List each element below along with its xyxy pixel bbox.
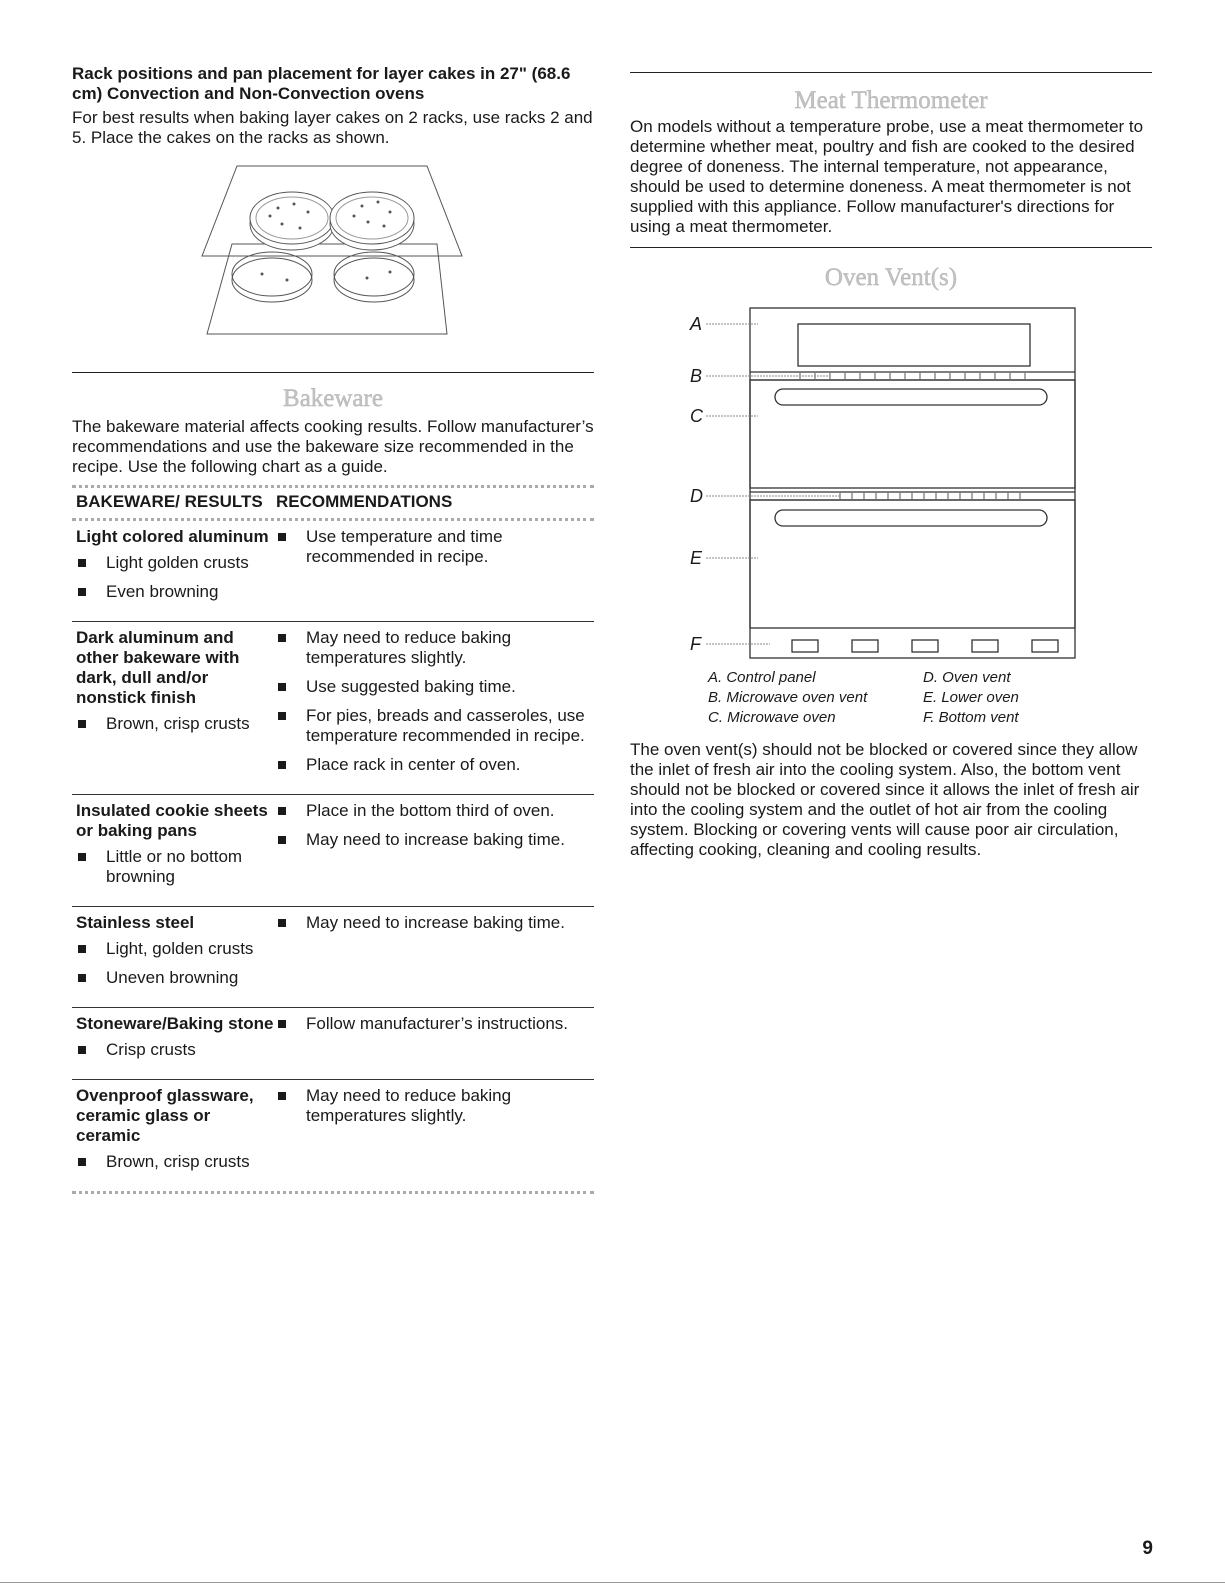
recommendation-item: Follow manufacturer’s instructions.: [276, 1014, 594, 1034]
callout-letter-c: C: [690, 406, 703, 426]
callout-letter-a: A: [690, 314, 703, 334]
oven-vents-diagram: [630, 306, 1152, 666]
page-number: 9: [1142, 1538, 1153, 1559]
result-item: Little or no bottom browning: [76, 847, 276, 887]
table-row: [72, 1080, 594, 1192]
oven-vents-title: Oven Vent(s): [824, 264, 958, 291]
bakeware-title: Bakeware: [283, 385, 383, 412]
table-bottom-rule: [72, 1191, 594, 1194]
legend-item: A. Control panel: [708, 669, 816, 686]
divider: [630, 72, 1152, 73]
result-item: Light golden crusts: [76, 553, 276, 573]
result-item: Uneven browning: [76, 968, 276, 988]
legend-item: C. Microwave oven: [708, 709, 836, 726]
material-label: Stoneware/Baking stone: [76, 1014, 274, 1033]
result-item: Light, golden crusts: [76, 939, 276, 959]
callout-letter-e: E: [690, 548, 703, 568]
right-column: [630, 64, 1152, 860]
material-label: Dark aluminum and other bakeware with dark, dull and/or nonstick finish: [76, 628, 240, 707]
result-item: Even browning: [76, 582, 276, 602]
meat-thermometer-title: Meat Thermometer: [794, 87, 988, 114]
left-column: [72, 64, 594, 1194]
oven-vents-text: The oven vent(s) should not be blocked or covered since they allow the inlet of fresh air into the cooling system. Also, the bottom vent should not be blocked or covered since it allows the inlet of fresh air into the cooling system and the outlet of hot air from the cooling system. Blocking or covering vents will cause poor air circulation, affecting cooking, cleaning and cooling results.: [630, 740, 1140, 859]
legend-item: F. Bottom vent: [923, 709, 1019, 726]
material-label: Ovenproof glassware, ceramic glass or ceramic: [76, 1086, 254, 1145]
table-row: [72, 622, 594, 795]
result-item: Brown, crisp crusts: [76, 1152, 276, 1172]
oven-diagram-drawing: [630, 306, 1152, 666]
material-label: Light colored aluminum: [76, 527, 269, 546]
recommendation-item: Place in the bottom third of oven.: [276, 801, 594, 821]
recommendation-item: Use suggested baking time.: [276, 677, 594, 697]
recommendation-item: May need to increase baking time.: [276, 830, 594, 850]
divider: [630, 247, 1152, 248]
result-item: Brown, crisp crusts: [76, 714, 276, 734]
recommendation-item: May need to reduce baking temperatures slightly.: [276, 1086, 594, 1126]
rack-text: For best results when baking layer cakes on 2 racks, use racks 2 and 5. Place the cakes on the racks as shown.: [72, 108, 593, 147]
layer-cakes-illustration: [72, 156, 594, 356]
recommendation-item: For pies, breads and casseroles, use temperature recommended in recipe.: [276, 706, 594, 746]
bakeware-intro: The bakeware material affects cooking results. Follow manufacturer’s recommendations and use the bakeware size recommended in the recipe. Use the following chart as a guide.: [72, 417, 594, 476]
callout-letter-d: D: [690, 486, 703, 506]
recommendation-item: Use temperature and time recommended in recipe.: [276, 527, 594, 567]
col-header-recommendations: RECOMMENDATIONS: [276, 492, 453, 511]
table-row: [72, 795, 594, 907]
material-label: Insulated cookie sheets or baking pans: [76, 801, 268, 840]
legend-item: E. Lower oven: [923, 689, 1019, 706]
result-item: Crisp crusts: [76, 1040, 276, 1060]
table-header-row: [72, 488, 594, 518]
page-bottom-line: [0, 1582, 1225, 1583]
diagram-legend: [630, 668, 1152, 728]
divider: [72, 372, 594, 373]
table-row: [72, 521, 594, 622]
table-row: [72, 1008, 594, 1080]
recommendation-item: May need to increase baking time.: [276, 913, 594, 933]
rack-heading: Rack positions and pan placement for layer cakes in 27" (68.6 cm) Convection and Non-Convection ovens: [72, 64, 571, 103]
legend-item: D. Oven vent: [923, 669, 1011, 686]
meat-thermometer-text: On models without a temperature probe, use a meat thermometer to determine whether meat, poultry and fish are cooked to the desired degree of doneness. The internal temperature, not appearance, should be used to determine doneness. A meat thermometer is not supplied with this appliance. Follow manufacturer's directions for using a meat thermometer.: [630, 117, 1144, 236]
callout-letter-b: B: [690, 366, 703, 386]
table-row: [72, 907, 594, 1008]
callout-letter-f: F: [690, 634, 701, 654]
bakeware-table: [72, 488, 594, 1191]
recommendation-item: Place rack in center of oven.: [276, 755, 594, 775]
material-label: Stainless steel: [76, 913, 195, 932]
col-header-bakeware: BAKEWARE/ RESULTS: [76, 492, 263, 511]
legend-item: B. Microwave oven vent: [708, 689, 868, 706]
recommendation-item: May need to reduce baking temperatures slightly.: [276, 628, 594, 668]
